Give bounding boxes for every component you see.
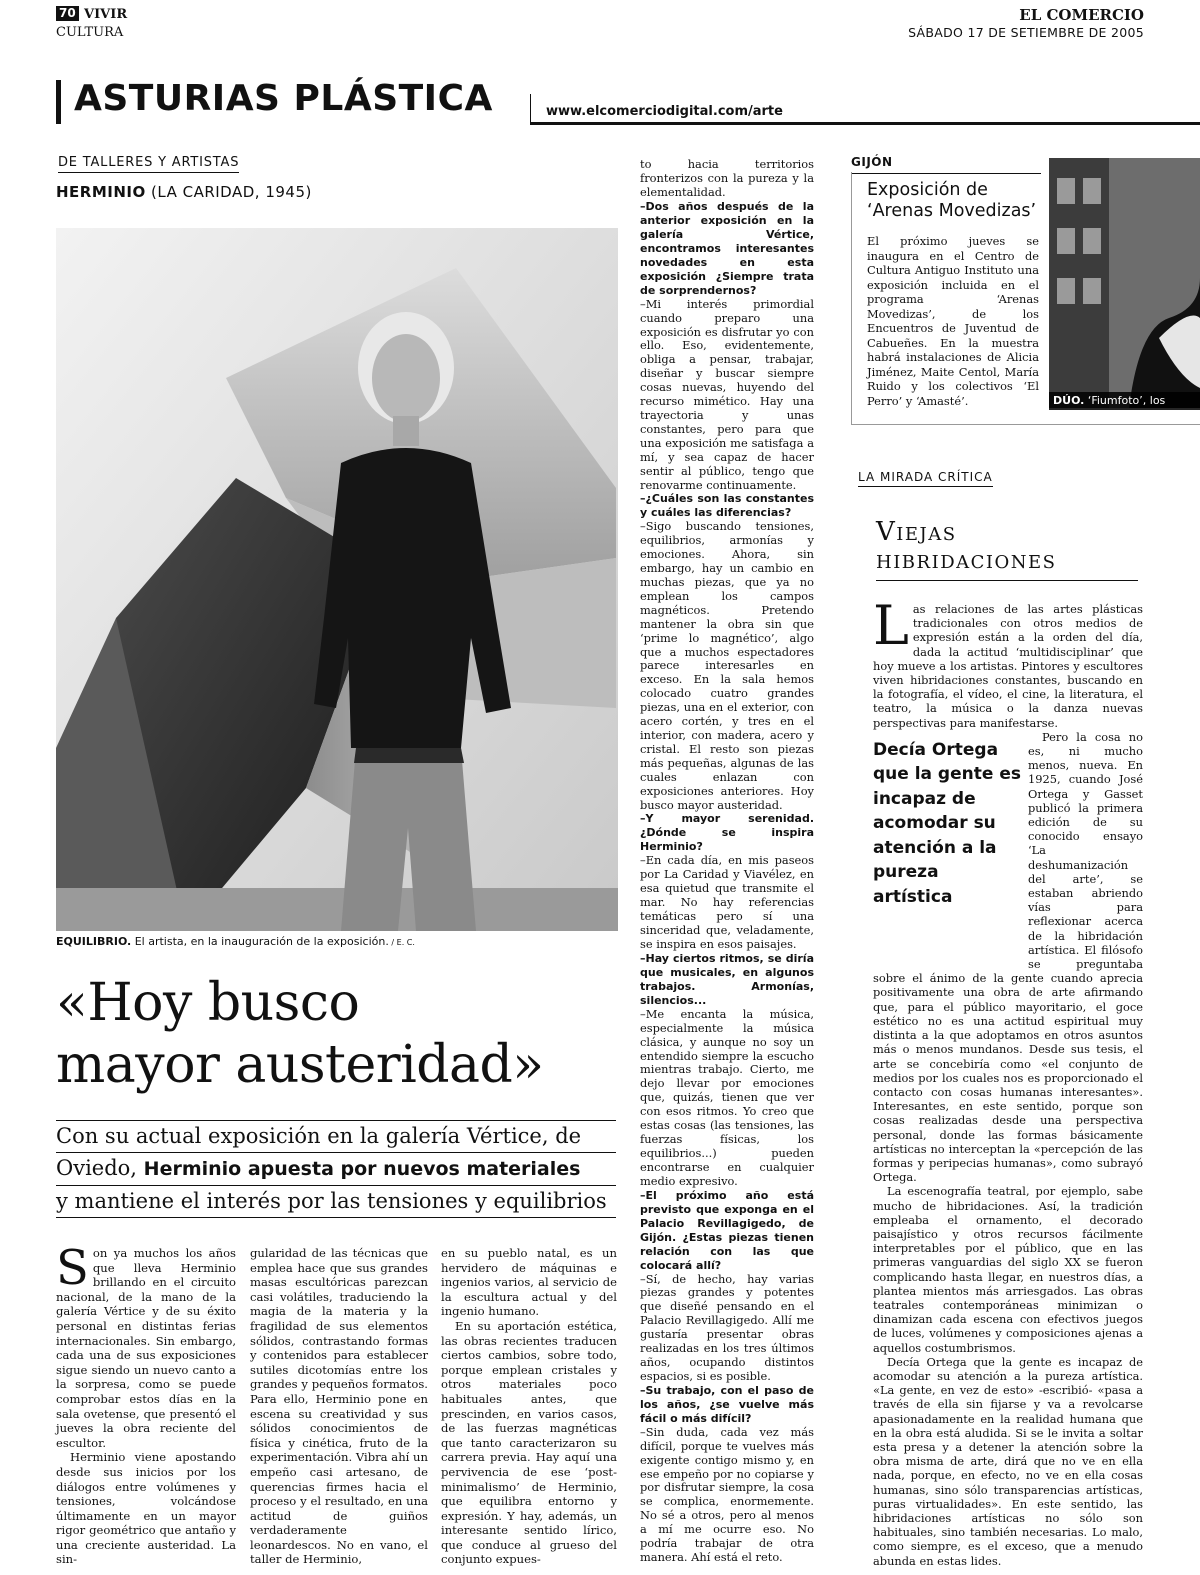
interview-answer: –Mi interés primordial cuando preparo una exposición es disfrutar yo con ello. Eso, evidentemente, obliga a pensar, trabajar, diseñar y buscar siempre cosas nuevas, huyendo del recurso mimético. Hay una trayectoria y unas constantes, pero para que una exposición me satisfaga a mí, y sea capaz de hacer sentir al público, tengo que renovarme continuamente. [640,296,814,492]
article-kicker: DE TALLERES Y ARTISTAS [58,155,239,173]
duo-photo [1049,158,1200,408]
photo-credit: / E. C. [388,938,415,947]
issue-date: SÁBADO 17 DE SETIEMBRE DE 2005 [908,25,1144,40]
article-byline [56,183,312,201]
section-url-link[interactable]: www.elcomerciodigital.com/arte [546,104,783,119]
section-title: ASTURIAS PLÁSTICA [74,78,493,119]
critica-paragraph: Decía Ortega que la gente es incapaz de acomodar su atención a la pureza artística. «La gente, en vez de esto» -escribió- «pasa a través de ella sin fijarse y va a revolcarse apasionadamente en la realidad humana que en la obra está aludida. Si se le invita a soltar esta presa y a detener la atención sobre la obra misma de arte, dirá que no ve en ella nada, porque, en efecto, no ve en ella cosas humanas, sino sólo transparencias artísticas, puras virtualidades». En este sentido, las hibridaciones artísticas no sólo son habituales, sino también necesarias. Lo malo, como siempre, es el exceso, que a menudo abunda en estas lides. [873,1354,1143,1568]
article-paragraph: on ya muchos los años que lleva Herminio brillando en el circuito nacional, de la mano de la galería Vértice y de su éxito personal en distintas ferias internacionales. Sin embargo, cada una de sus exposiciones sigue siendo un nuevo canto a la sorpresa, como se puede comprobar estos días en la sala ovetense, que presentó el jueves la obra reciente del escultor. [56,1246,236,1450]
deck-line-2 [56,1152,616,1185]
interview-answer: –En cada día, en mis paseos por La Caridad y Viavélez, en esa quietud que transmite el mar. No hay referencias temáticas pero sí una sinceridad que, veladamente, se inspira en esos paisajes. [640,853,814,951]
duo-caption-lead: DÚO. [1053,394,1085,407]
interview-answer: to hacia territorios fronterizos con la pureza y la elementalidad. [640,157,814,199]
interview-question: –El próximo año está previsto que exponga en el Palacio Revillagigedo, de Gijón. ¿Estas piezas tienen relación con las que colocará allí? [640,1188,814,1272]
critica-paragraph: Pero la cosa no es, ni mucho menos, nueva. En 1925, cuando José Ortega y Gasset publicó la primera edición de su conocido ensayo ‘La deshumanización del arte’, se estaban abriendo vías para reflexionar acerca de la hibridación artística. El filósofo se preguntaba sobre el ánimo de la gente cuando aprecia positivamente una obra de arte afirmando que, para el público mayoritario, el goce estético no es una actitud espiritual muy distinta a la que adoptamos en otros asuntos más o menos mundanos. Desde sus tesis, el arte se concebiría como «el conjunto de medios por los cuales nos es proporcionado el contacto con cosas humanas interesantes». Interesantes, en este sentido, porque son cosas realizadas desde una perspectiva personal, donde las formas básicamente artísticas no interceptan la «percepción de las formas y peripecias humanas», como subrayó Ortega. [873,729,1143,1185]
gijon-label: GIJÓN [851,155,1041,174]
page-number: 70 [56,6,79,21]
critica-paragraph: La escenografía teatral, por ejemplo, sabe mucho de hibridaciones. Así, la tradición empleaba el ornamento, el decorado paisajístico y otros recursos fácilmente interpretables por el público, que en las primeras vanguardias del siglo XX se fueron complicando hasta llegar, en nuestros días, a plantea mientos más arriesgados. Las obras teatrales contemporáneas minimizan o dinamizan cada escena con efectivos juegos de luces, volúmenes y composiciones ajenas a aquellos costumbrismos. [873,1184,1143,1355]
article-headline [56,972,544,1096]
gijon-title-line-1: Exposición de [867,180,988,200]
article-column-1 [56,1240,236,1567]
interview-answer: –Me encanta la música, especialmente la música clásica, y aunque no soy un entendido siempre la escucho mientras trabajo. Cierto, me dejo llevar por emociones que, quizás, tienen que ver con esos ritmos. Yo creo que estas cosas (las tensiones, las fuerzas físicas, los equilibrios...) pueden encontrarse en cualquier medio expresivo. [640,1006,814,1188]
section-rule [56,80,61,124]
deck-line-1: Con su actual exposición en la galería Vértice, de [56,1120,616,1152]
interview-question: –Y mayor serenidad. ¿Dónde se inspira Herminio? [640,812,814,854]
gijon-title [867,180,1036,222]
interview-question: –Su trabajo, con el paso de los años, ¿se vuelve más fácil o más difícil? [640,1383,814,1425]
headline-line-2: mayor austeridad» [56,1035,544,1095]
drop-cap: S [56,1240,89,1296]
duo-caption-text: ‘Fiumfoto’, los [1084,394,1166,407]
article-paragraph: en su pueblo natal, es un hervidero de máquinas e ingenios varios, al servicio de la escultura actual y del ingenio humano. [441,1246,617,1319]
critica-title-rule [876,580,1138,581]
gijon-bottom-rule [851,424,1200,425]
section-underline [530,122,1200,125]
critica-drop-cap: L [873,594,909,657]
interview-question: –Hay ciertos ritmos, se diría que musicales, en algunos trabajos. Armonías, silencios... [640,951,814,1007]
interview-question: –Dos años después de la anterior exposición en la galería Vértice, encontramos interesantes novedades en esta exposición ¿Siempre trata de sorprendernos? [640,199,814,297]
critica-title-line-2: hibridaciones [876,545,1057,575]
artist-photo [56,228,618,931]
gijon-title-line-2: ‘Arenas Movedizas’ [867,201,1037,221]
caption-text: El artista, en la inauguración de la exposición. [131,935,389,948]
caption-lead: EQUILIBRIO. [56,935,132,948]
deck-line-3: y mantiene el interés por las tensiones y equilibrios [56,1185,616,1218]
artist-photo-illustration [56,228,618,931]
article-column-2 [250,1246,428,1567]
artist-name: HERMINIO [56,183,146,201]
article-column-3 [441,1246,617,1567]
gijon-box-rule [851,172,852,424]
artist-origin: (LA CARIDAD, 1945) [145,183,312,201]
subsection-label: CULTURA [56,25,124,40]
critica-label: LA MIRADA CRÍTICA [858,470,993,487]
section-divider [530,94,531,124]
interview-column [640,158,814,1565]
interview-answer: –Sigo buscando tensiones, equilibrios, armonías y emociones. Ahora, sin embargo, hay un cambio en muchas piezas, que ya no emplean los campos magnéticos. Pretendo mantener la obra sin que ‘prime lo magnético’, algo que a muchos espectadores parece interesarles en exceso. En la sala hemos colocado cuatro grandes piezas, una en el exterior, con acero cortén, y tres en el interior, con madera, acero y cristal. El resto son piezas más pequeñas, algunas de las cuales enlazan con exposiciones anteriores. Hoy busco mayor austeridad. [640,519,814,812]
interview-answer: –Sin duda, cada vez más difícil, porque te vuelves más exigente contigo mismo y, en ese empeño por no copiarse y por disfrutar siempre, la cosa se complica, enormemente. No sé a otros, pero al menos a mí me ocurre eso. No podría trabajar de otra manera. Ahí está el reto. [640,1424,814,1564]
deck-bold: Herminio apuesta por nuevos materiales [143,1158,581,1180]
section-label: VIVIR [84,7,128,22]
article-paragraph: En su aportación estética, las obras recientes traducen ciertos cambios, sobre todo, porque emplean cristales y otros materiales poco habituales antes, que prescinden, en varios casos, de las fuerzas magnéticas que tanto caracterizaron su carrera previa. Hay aquí una pervivencia de ese ‘post-minimalismo’ de Herminio, que equilibra entorno y expresión. Y hay, además, un interesante sentido lírico, que conduce al grueso del conjunto expues- [441,1318,617,1567]
interview-question: –¿Cuáles son las constantes y cuáles las diferencias? [640,492,814,520]
gijon-body: El próximo jueves se inaugura en el Centro de Cultura Antiguo Instituto una exposición incluida en el programa ‘Arenas Movedizas’, de los Encuentros de Juventud de Cabueñes. En la muestra habrá instalaciones de Alicia Jiménez, Maite Centol, María Ruido y los colectivos ‘El Perro’ y ‘Amasté’. [867,234,1039,408]
article-paragraph: Herminio viene apostando desde sus inicios por los diálogos entre volúmenes y tensiones, volcándose últimamente en un mayor rigor geométrico que antaño y una creciente austeridad. La sin- [56,1450,236,1567]
duo-photo-illustration [1049,158,1200,408]
critica-title-line-1: Viejas [876,517,957,547]
article-paragraph: gularidad de las técnicas que emplea hace que sus grandes masas escultóricas parezcan casi volátiles, traduciendo la magia de la materia y la fragilidad de sus elementos sólidos, contrastando formas y contenidos para establecer sutiles dicotomías entre los grandes y pequeños formatos. Para ello, Herminio pone en escena su creatividad y sus sólidos conocimientos de física y cinética, fruto de la experimentación. Vibra ahí un empeño casi artesano, de querencias firmes hacia el proceso y el resultado, en una actitud de guiños verdaderamente leonardescos. No en vano, el taller de Herminio, [250,1246,428,1567]
pullquote: Decía Ortega que la gente es incapaz de acomodar su atención a la pureza artística [873,739,1021,907]
photo-caption [56,935,415,948]
headline-line-1: «Hoy busco [56,973,360,1033]
article-deck [56,1120,616,1218]
section-header [56,80,1200,124]
deck-part-2: Oviedo, [56,1156,144,1180]
interview-answer: –Sí, de hecho, hay varias piezas grandes y potentes que diseñé pensando en el Palacio Revillagigedo. Allí me gustaría presentar obras realizadas en los tres últimos años, ocupando distintos espacios, si es posible. [640,1271,814,1383]
duo-caption [1049,392,1200,410]
critica-paragraph: as relaciones de las artes plásticas tradicionales con otros medios de expresión están a la orden del día, dada la actitud ‘multidisciplinar’ que hoy mueve a los artistas. Pintores y escultores viven hibridaciones constantes, buscando en la fotografía, el vídeo, el cine, la literatura, el teatro, la música o la danza nuevas perspectivas para manifestarse. [873,602,1143,730]
newspaper-name: EL COMERCIO [1019,6,1144,24]
critica-title [876,518,1057,574]
